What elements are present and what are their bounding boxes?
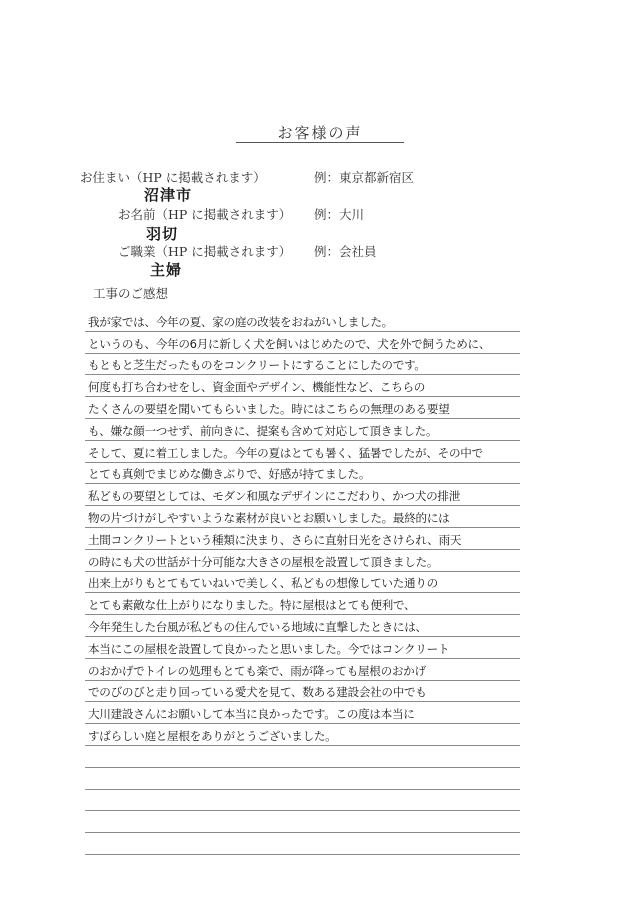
handwritten-line: とても真剣でまじめな働きぶりで、好感が持てました。: [88, 467, 371, 482]
ruled-line: [85, 419, 520, 441]
ruled-line: [85, 572, 520, 594]
ruled-line: [85, 746, 520, 768]
impression-label: 工事のご感想: [93, 286, 169, 301]
occupation-example: 例：会社員: [314, 244, 377, 259]
handwritten-line: 私どもの要望としては、モダン和風なデザインにこだわり、かつ犬の排泄: [88, 489, 461, 504]
occupation-label: ご職業（HP に掲載されます）: [118, 244, 292, 259]
ruled-line: [85, 506, 520, 528]
occupation-value: 主婦: [150, 261, 183, 279]
handwritten-line: 今年発生した台風が私どもの住んでいる地域に直撃したときには、: [88, 619, 427, 634]
handwritten-line: もともと芝生だったものをコンクリートにすることにしたのです。: [88, 358, 426, 373]
ruled-line: [85, 702, 520, 724]
handwritten-line: の時にも犬の世話が十分可能な大きさの屋根を設置して頂きました。: [88, 554, 439, 569]
handwritten-line: 我が家では、今年の夏、家の庭の改装をおねがいしました。: [88, 314, 393, 329]
ruled-line: [85, 310, 520, 332]
handwritten-line: とても素敵な仕上がりになりました。特に屋根はとても便利で、: [88, 598, 416, 613]
name-value: 羽切: [146, 225, 179, 243]
ruled-line: [85, 441, 520, 463]
handwritten-line: 本当にこの屋根を設置して良かったと思いました。今ではコンクリート: [88, 641, 450, 656]
ruled-line: [85, 593, 520, 615]
handwritten-line: 出来上がりもとてもていねいで美しく、私どもの想像していた通りの: [88, 576, 438, 591]
handwritten-line: も、嫌な顔一つせず、前向きに、提案も含めて対応して頂きました。: [88, 423, 438, 438]
name-label: お名前（HP に掲載されます）: [118, 207, 292, 222]
ruled-line: [85, 811, 520, 833]
page-title: お客様の声: [277, 124, 363, 142]
handwritten-line: 物の片づけがしやすいような素材が良いとお願いしました。最終的には: [88, 510, 450, 525]
handwritten-line: 土間コンクリートという種類に決まり、さらに直射日光をさけられ、雨天: [88, 532, 462, 547]
handwritten-line: 大川建設さんにお願いして本当に良かったです。この度は本当に: [88, 707, 415, 722]
ruled-line: [85, 528, 520, 550]
title-underline: [236, 142, 404, 143]
ruled-line: [85, 615, 520, 637]
ruled-line: [85, 484, 520, 506]
handwritten-line: というのも、今年の6月に新しく犬を飼いはじめたので、犬を外で飼うために、: [88, 336, 491, 351]
impression-lines: [85, 310, 520, 855]
handwritten-line: でのびのびと走り回っている愛犬を見て、数ある建設会社の中でも: [88, 685, 427, 700]
address-value: 沼津市: [144, 186, 193, 204]
address-label: お住まい（HP に掲載されます）: [80, 170, 266, 185]
ruled-line: [85, 332, 520, 354]
ruled-line: [85, 354, 520, 376]
name-example: 例：大川: [314, 207, 365, 222]
handwritten-line: のおかげでトイレの処理もとても楽で、雨が降っても屋根のおかげ: [88, 663, 426, 678]
ruled-line: [85, 768, 520, 790]
ruled-line: [85, 375, 520, 397]
handwritten-line: そして、夏に着工しました。今年の夏はとても暑く、猛暑でしたが、その中で: [88, 445, 483, 460]
ruled-line: [85, 397, 520, 419]
ruled-line: [85, 681, 520, 703]
ruled-line: [85, 463, 520, 485]
ruled-line: [85, 637, 520, 659]
ruled-line: [85, 833, 520, 855]
handwritten-line: 何度も打ち合わせをし、資金面やデザイン、機能性など、こちらの: [88, 380, 426, 395]
ruled-line: [85, 790, 520, 812]
handwritten-line: たくさんの要望を聞いてもらいました。時にはこちらの無理のある要望: [88, 401, 450, 416]
ruled-line: [85, 659, 520, 681]
address-example: 例：東京都新宿区: [314, 170, 415, 185]
handwritten-line: すばらしい庭と屋根をありがとうございました。: [88, 728, 337, 743]
ruled-line: [85, 550, 520, 572]
ruled-line: [85, 724, 520, 746]
